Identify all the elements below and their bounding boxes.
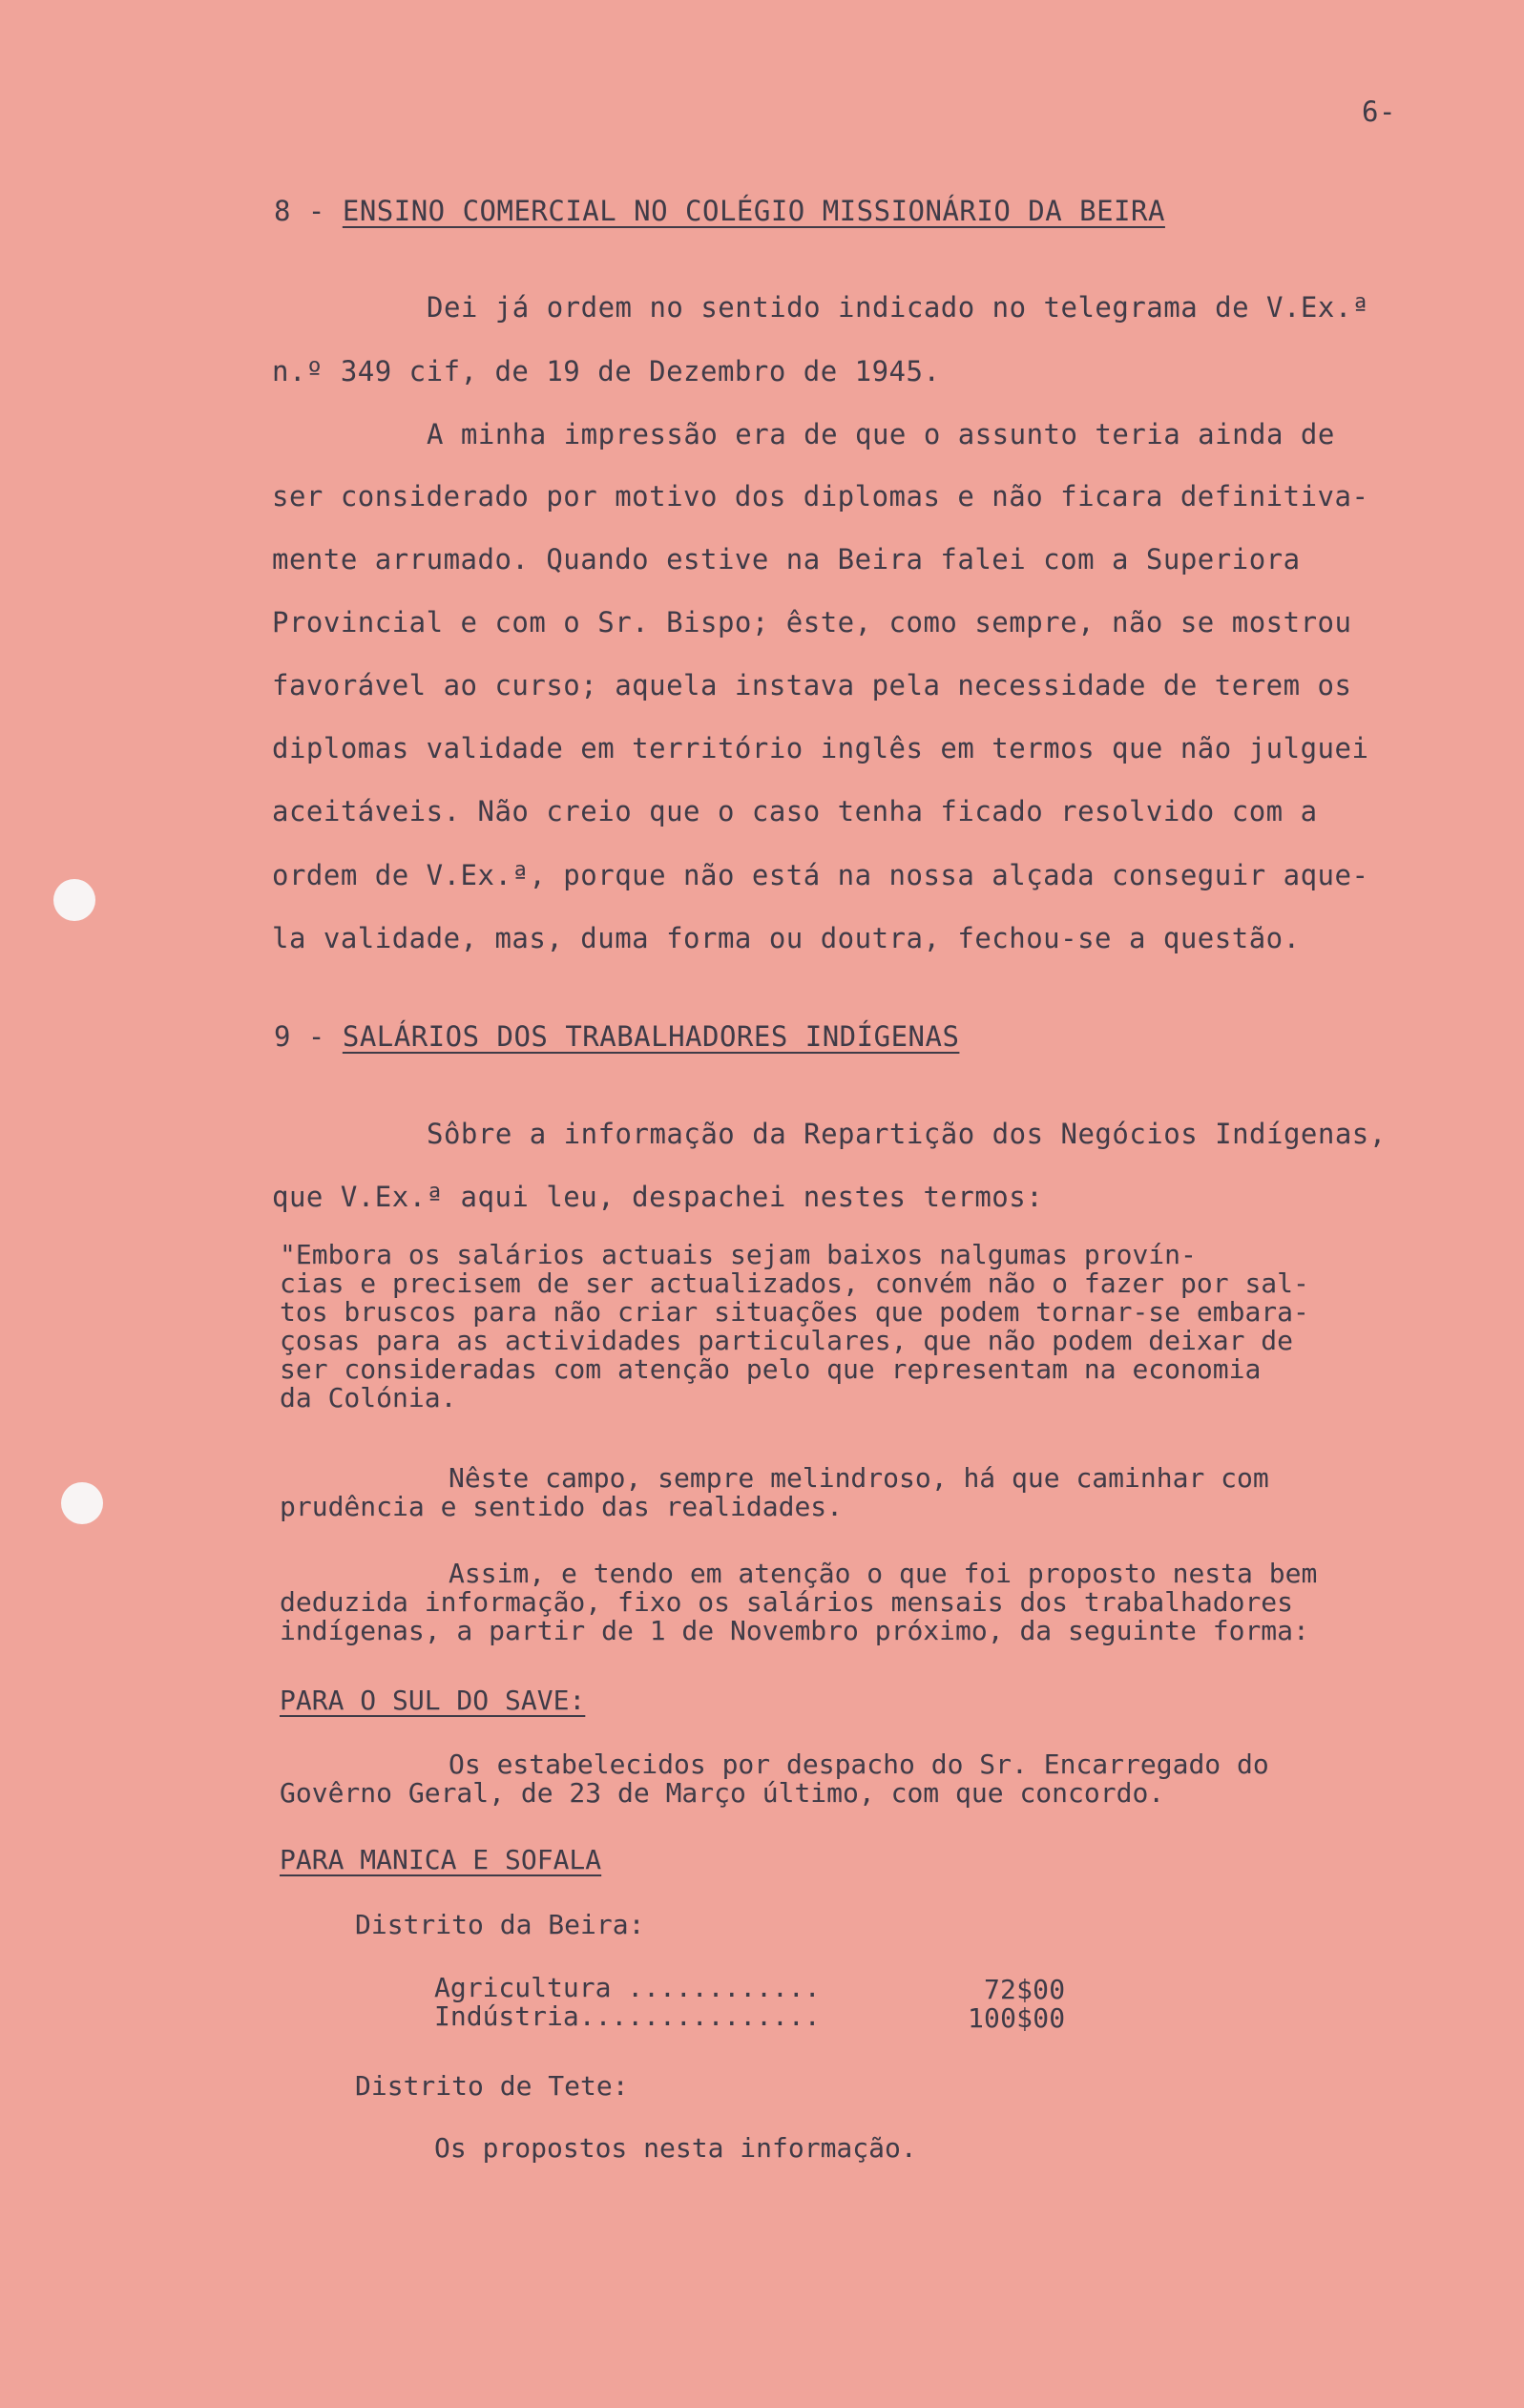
paragraph-line: ordem de V.Ex.ª, porque não está na nossa alçada conseguir aque- bbox=[272, 859, 1369, 891]
quote-line: çosas para as actividades particulares, que não podem deixar de bbox=[280, 1325, 1294, 1356]
paragraph-line: diplomas validade em território inglês em termos que não julguei bbox=[272, 732, 1369, 764]
district-tete-label: Distrito de Tete: bbox=[355, 2070, 629, 2102]
quote-line: da Colónia. bbox=[280, 1382, 457, 1413]
section-8-number: 8 - bbox=[274, 195, 325, 227]
manica-sofala-heading: PARA MANICA E SOFALA bbox=[280, 1844, 602, 1875]
section-9-title: SALÁRIOS DOS TRABALHADORES INDÍGENAS bbox=[342, 1020, 960, 1053]
paragraph-line: la validade, mas, duma forma ou doutra, fechou-se a questão. bbox=[272, 922, 1301, 954]
paragraph-line: Provincial e com o Sr. Bispo; êste, como sempre, não se mostrou bbox=[272, 606, 1352, 639]
quote-line: Os estabelecidos por despacho do Sr. Encarregado do bbox=[449, 1748, 1269, 1780]
paragraph-line: Sôbre a informação da Repartição dos Negócios Indígenas, bbox=[427, 1118, 1387, 1150]
district-beira-label: Distrito da Beira: bbox=[355, 1909, 645, 1940]
paragraph-line: Dei já ordem no sentido indicado no telegrama de V.Ex.ª bbox=[427, 291, 1369, 324]
wage-value: 100$00 bbox=[968, 2002, 1066, 2034]
wage-label: Agricultura ............ bbox=[434, 1972, 821, 2003]
quote-line: tos bruscos para não criar situações que podem tornar-se embara- bbox=[280, 1296, 1309, 1328]
section-9-number: 9 - bbox=[274, 1020, 325, 1053]
quote-line: Govêrno Geral, de 23 de Março último, com que concordo. bbox=[280, 1777, 1165, 1809]
quote-line: cias e precisem de ser actualizados, convém não o fazer por sal- bbox=[280, 1267, 1309, 1299]
quote-line: Nêste campo, sempre melindroso, há que caminhar com bbox=[449, 1462, 1269, 1494]
section-8-title: ENSINO COMERCIAL NO COLÉGIO MISSIONÁRIO DA BEIRA bbox=[342, 195, 1165, 227]
wage-label: Indústria............... bbox=[434, 2000, 821, 2032]
paragraph-line: favorável ao curso; aquela instava pela necessidade de terem os bbox=[272, 669, 1352, 701]
punch-hole bbox=[61, 1482, 103, 1524]
paragraph-line: ser considerado por motivo dos diplomas e não ficara definitiva- bbox=[272, 480, 1369, 513]
wage-row bbox=[434, 1974, 821, 2002]
quote-line: Assim, e tendo em atenção o que foi proposto nesta bem bbox=[449, 1558, 1318, 1589]
quote-line: prudência e sentido das realidades. bbox=[280, 1491, 844, 1522]
quote-line: deduzida informação, fixo os salários mensais dos trabalhadores bbox=[280, 1586, 1294, 1618]
wage-row bbox=[434, 2002, 821, 2031]
paragraph-line: A minha impressão era de que o assunto teria ainda de bbox=[427, 418, 1335, 450]
quote-line: ser consideradas com atenção pelo que representam na economia bbox=[280, 1353, 1262, 1385]
quote-line: indígenas, a partir de 1 de Novembro próximo, da seguinte forma: bbox=[280, 1615, 1309, 1646]
paragraph-line: n.º 349 cif, de 19 de Dezembro de 1945. bbox=[272, 355, 941, 387]
section-9-heading bbox=[274, 1020, 959, 1053]
paragraph-line: mente arrumado. Quando estive na Beira falei com a Superiora bbox=[272, 543, 1301, 576]
tete-text: Os propostos nesta informação. bbox=[434, 2132, 917, 2164]
quote-line: "Embora os salários actuais sejam baixos nalgumas provín- bbox=[280, 1239, 1197, 1270]
sul-do-save-heading: PARA O SUL DO SAVE: bbox=[280, 1685, 586, 1716]
paragraph-line: aceitáveis. Não creio que o caso tenha ficado resolvido com a bbox=[272, 795, 1318, 827]
paragraph-line: que V.Ex.ª aqui leu, despachei nestes termos: bbox=[272, 1181, 1044, 1213]
section-8-heading bbox=[274, 195, 1165, 227]
punch-hole bbox=[53, 879, 95, 921]
wage-value: 72$00 bbox=[984, 1974, 1066, 2005]
page-number: 6- bbox=[1362, 95, 1396, 128]
